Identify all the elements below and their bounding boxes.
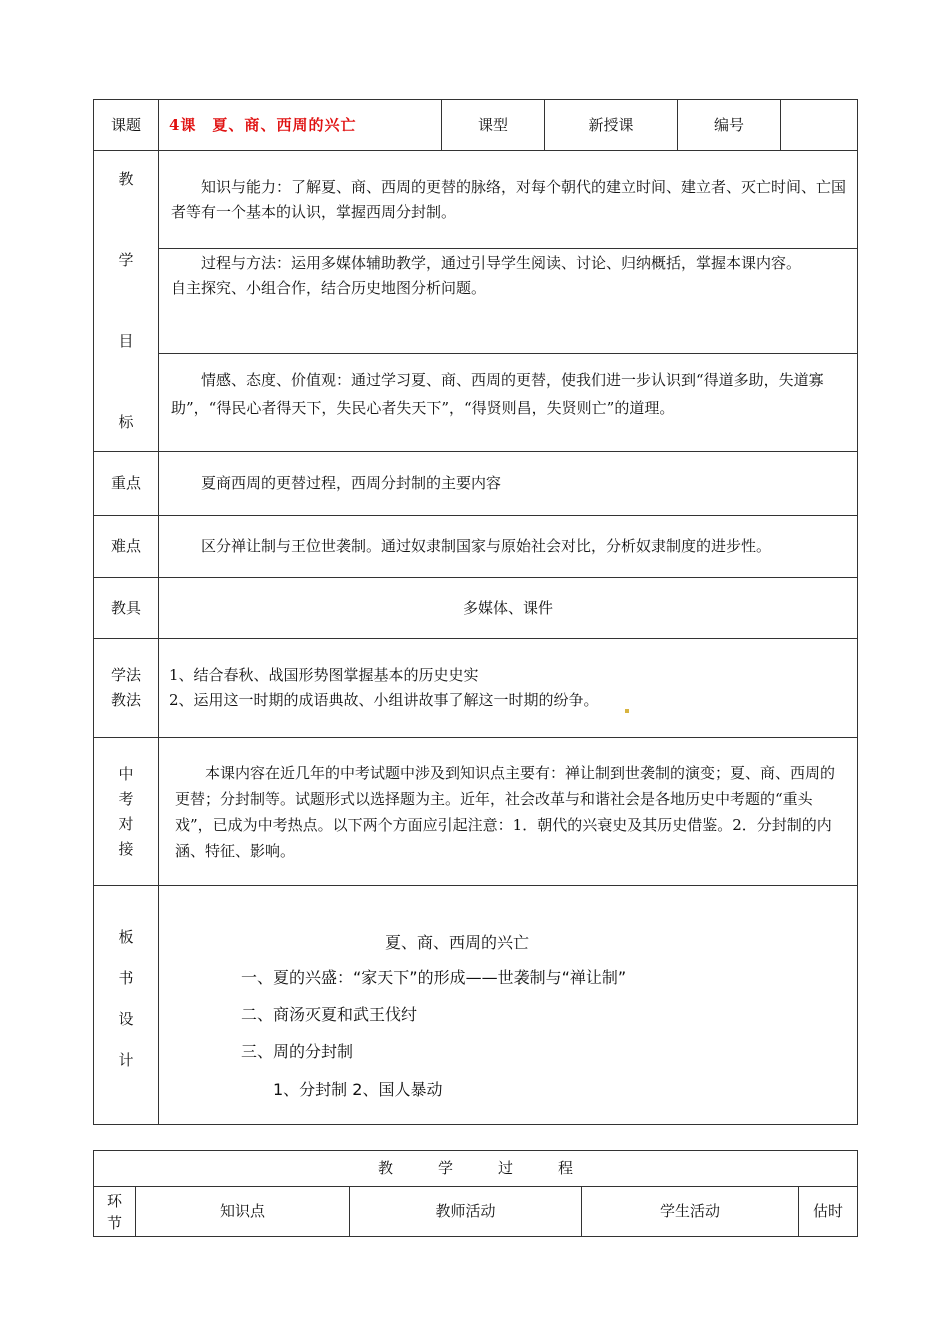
header-label: 课题 (111, 116, 142, 134)
board-cell (159, 886, 858, 1125)
number-label: 编号 (678, 100, 781, 151)
board-title: 夏、商、西周的兴亡 (385, 933, 530, 952)
type-label: 课型 (442, 100, 545, 151)
board-line-3: 三、周的分封制 (241, 1042, 354, 1061)
objectives-label-char: 目 (118, 332, 134, 350)
exam-text: 本课内容在近几年的中考试题中涉及到知识点主要有：禅让制到世袭制的演变；夏、商、西周的更替；分封制等。试题形式以选择题为主。近年，社会改革与和谐社会是各地历史中考题的“重头戏”，已成为中考热点。以下两个方面应引起注意：1．朝代的兴衰史及其历史借鉴。2．分封制的内涵、特征、影响。 (175, 763, 836, 860)
exam-label-char: 接 (118, 839, 134, 858)
methods-item-2-text: 2、运用这一时期的成语典故、小组讲故事了解这一时期的纷争。 (169, 691, 599, 709)
board-design (159, 886, 857, 1124)
objective-process-1: 过程与方法：运用多媒体辅助教学，通过引导学生阅读、讨论、归纳概括，掌握本课内容。 (201, 254, 802, 272)
objective-process-2: 自主探究、小组合作，结合历史地图分析问题。 (171, 279, 487, 297)
methods-label-2: 教法 (110, 691, 141, 709)
exam-label-char: 对 (118, 814, 134, 833)
board-label (94, 886, 159, 1125)
process-col-knowledge: 知识点 (136, 1187, 350, 1237)
process-col-student: 学生活动 (582, 1187, 799, 1237)
methods-label-cell (94, 639, 159, 738)
exam-label-char: 考 (118, 789, 134, 808)
board-label-char: 书 (118, 968, 134, 987)
board-label-char: 设 (118, 1010, 134, 1028)
objective-emotion-cell (159, 354, 858, 452)
header-label-cell (94, 100, 159, 151)
key-point-label: 重点 (94, 452, 159, 516)
key-point-cell (159, 452, 858, 516)
methods-cell (159, 639, 858, 738)
teaching-process-table (93, 1150, 858, 1237)
board-label-char: 计 (118, 1051, 134, 1070)
methods-item-2 (169, 688, 849, 713)
board-line-2: 二、商汤灭夏和武王伐纣 (241, 1005, 418, 1024)
board-line-4: 1、分封制 2、国人暴动 (273, 1080, 443, 1099)
process-col-time: 估时 (799, 1187, 858, 1237)
objectives-label-char: 教 (118, 170, 134, 188)
difficulty-cell (159, 516, 858, 578)
difficulty-label: 难点 (94, 516, 159, 578)
key-point-text: 夏商西周的更替过程，西周分封制的主要内容 (201, 474, 502, 492)
type-value: 新授课 (545, 100, 678, 151)
difficulty-text: 区分禅让制与王位世袭制。通过奴隶制国家与原始社会对比，分析奴隶制度的进步性。 (201, 537, 772, 555)
objective-emotion: 情感、态度、价值观：通过学习夏、商、西周的更替，使我们进一步认识到“得道多助，失道寡助”，“得民心者得天下，失民心者失天下”，“得贤则昌，失贤则亡”的道理。 (171, 371, 824, 417)
objective-knowledge: 知识与能力：了解夏、商、西周的更替的脉络，对每个朝代的建立时间、建立者、灭亡时间、亡国者等有一个基本的认识，掌握西周分封制。 (171, 178, 847, 221)
board-line-1: 一、夏的兴盛：“家天下”的形成——世袭制与“禅让制” (241, 968, 627, 987)
objectives-label-char: 学 (118, 251, 134, 269)
process-title: 教 学 过 程 (94, 1151, 858, 1187)
objectives-label-char: 标 (118, 413, 134, 431)
process-col-stage-text: 环节 (106, 1191, 122, 1232)
board-label-char: 板 (118, 927, 134, 946)
exam-label-char: 中 (118, 764, 134, 783)
highlight-mark (625, 709, 629, 713)
methods-label-1: 学法 (110, 666, 141, 684)
lesson-title: 4课 夏、商、西周的兴亡 (159, 100, 442, 151)
process-col-stage (94, 1187, 136, 1237)
lesson-plan-table (93, 99, 858, 1125)
objectives-label (94, 151, 159, 452)
tools-label: 教具 (94, 578, 159, 639)
number-value (781, 100, 858, 151)
objective-process-cell (159, 249, 858, 354)
exam-cell (159, 738, 858, 886)
process-col-teacher: 教师活动 (350, 1187, 582, 1237)
exam-label (94, 738, 159, 886)
objective-knowledge-cell (159, 151, 858, 249)
tools-text: 多媒体、课件 (159, 578, 858, 639)
methods-item-1: 1、结合春秋、战国形势图掌握基本的历史史实 (169, 666, 479, 684)
